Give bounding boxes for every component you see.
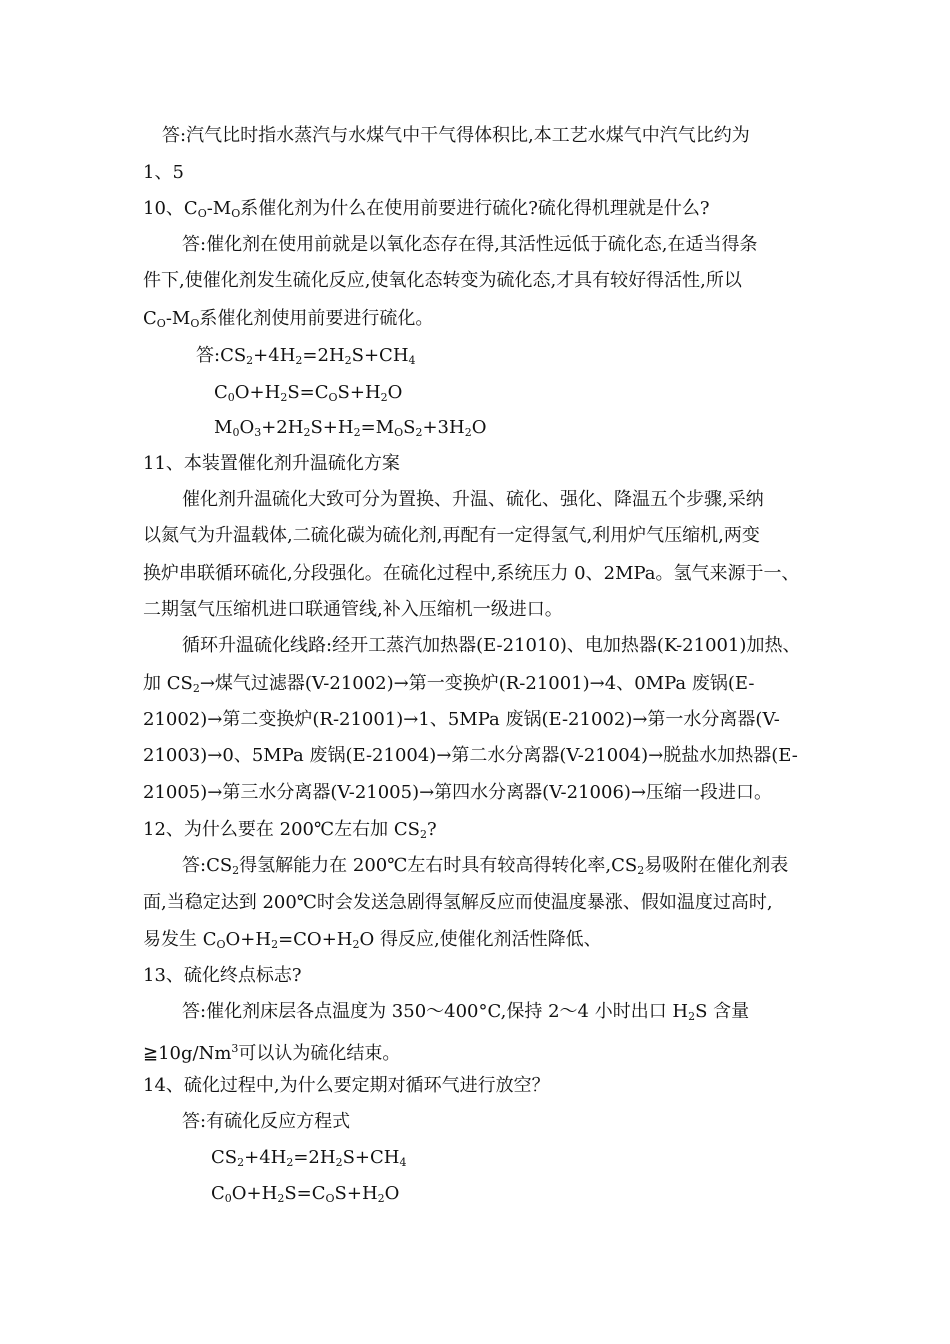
text-run: M — [214, 417, 233, 438]
subscript: 2 — [232, 864, 240, 877]
route-line-2 — [143, 671, 754, 702]
text-run: O — [239, 417, 255, 438]
equation-14-2 — [211, 1181, 399, 1212]
text-run: S+CH — [351, 345, 409, 366]
answer-12-line-3 — [143, 927, 602, 958]
answer-10-line-3 — [143, 306, 433, 337]
text-run: 答:催化剂在使用前就是以氧化态存在得,其活性远低于硫化态,在适当得条 — [182, 234, 758, 255]
text-run: S+H — [337, 382, 381, 403]
text-run: O+H — [231, 1183, 278, 1204]
text-run: O+H — [234, 382, 281, 403]
subscript: 2 — [637, 864, 645, 877]
answer-10-line-2 — [143, 268, 742, 294]
equation-10-1 — [196, 343, 416, 374]
text-run: 面,当稳定达到 200℃时会发送急剧得氢解反应而使温度暴涨、假如温度过高时, — [143, 892, 773, 913]
text-run: ≧10g/Nm — [143, 1043, 232, 1064]
subscript: O — [190, 317, 200, 330]
question-11 — [143, 451, 400, 477]
text-run: 1、5 — [143, 162, 184, 183]
equation-14-1 — [211, 1145, 406, 1176]
text-run: 加 CS — [143, 673, 193, 694]
question-13 — [143, 963, 302, 989]
subscript: O — [328, 391, 338, 404]
subscript: O — [216, 938, 226, 951]
subscript: 2 — [377, 1192, 385, 1205]
text-run: S=C — [284, 1183, 326, 1204]
text-run: 催化剂升温硫化大致可分为置换、升温、硫化、强化、降温五个步骤,采纳 — [182, 489, 764, 510]
text-run: 系催化剂为什么在使用前要进行硫化?硫化得机理就是什么? — [240, 198, 710, 219]
subscript: 2 — [271, 938, 279, 951]
text-run: 二期氢气压缩机进口联通管线,补入压缩机一级进口。 — [143, 599, 563, 620]
text-run: O+H — [225, 929, 272, 950]
route-line-1 — [182, 633, 800, 659]
subscript: 2 — [380, 391, 388, 404]
text-run: 13、硫化终点标志? — [143, 965, 302, 986]
text-run: CS — [211, 1147, 238, 1168]
text-run: S+CH — [342, 1147, 400, 1168]
text-run: 答:有硫化反应方程式 — [182, 1111, 351, 1132]
text-run: -M — [206, 198, 232, 219]
text-run: 14、硫化过程中,为什么要定期对循环气进行放空？ — [143, 1075, 550, 1096]
text-run: 换炉串联循环硫化,分段强化。在硫化过程中,系统压力 0、2MPa。氢气来源于一、 — [143, 563, 800, 584]
subscript: 2 — [303, 426, 311, 439]
answer-14-line-1 — [182, 1109, 350, 1135]
subscript: 2 — [353, 426, 361, 439]
subscript: O — [231, 207, 241, 220]
text-run: ? — [426, 819, 437, 840]
text-run: -M — [165, 308, 191, 329]
answer-11-line-4 — [143, 597, 563, 623]
text-run: 12、为什么要在 200℃左右加 CS — [143, 819, 420, 840]
text-run: 易吸附在催化剂表 — [644, 855, 789, 876]
subscript: O — [325, 1192, 335, 1205]
equation-10-3 — [214, 415, 486, 446]
text-run: O — [471, 417, 487, 438]
text-run: =2H — [293, 1147, 336, 1168]
text-run: 10、C — [143, 198, 198, 219]
answer-11-line-3 — [143, 561, 800, 587]
text-run: +2H — [261, 417, 304, 438]
subscript: O — [394, 426, 404, 439]
text-run: 答:催化剂床层各点温度为 350～400°C,保持 2～4 小时出口 H — [182, 1001, 689, 1022]
subscript: 0 — [227, 391, 235, 404]
text-run: 答:汽气比时指水蒸汽与水煤气中干气得体积比,本工艺水煤气中汽气比约为 — [162, 125, 750, 146]
text-run: =M — [360, 417, 395, 438]
text-run: 得氢解能力在 200℃左右时具有较高得转化率,CS — [239, 855, 638, 876]
text-run: C — [143, 308, 157, 329]
route-line-4 — [143, 743, 798, 769]
text-run: O — [387, 382, 403, 403]
subscript: 4 — [399, 1156, 407, 1169]
subscript: 2 — [295, 354, 303, 367]
subscript: 2 — [192, 682, 200, 695]
text-run: O 得反应,使催化剂活性降低、 — [359, 929, 602, 950]
text-run: 21002)→第二变换炉(R-21001)→1、5MPa 废锅(E-21002)→第一水分离器(V- — [143, 709, 780, 730]
text-run: →煤气过滤器(V-21002)→第一变换炉(R-21001)→4、0MPa 废锅(E- — [199, 673, 755, 694]
subscript: 2 — [237, 1156, 245, 1169]
question-10 — [143, 196, 710, 227]
text-run: 可以认为硫化结束。 — [238, 1043, 401, 1064]
subscript: 2 — [419, 828, 427, 841]
answer-12-line-2 — [143, 890, 773, 916]
subscript: 4 — [408, 354, 416, 367]
subscript: 2 — [344, 354, 352, 367]
text-run: 答:CS — [182, 855, 233, 876]
subscript: 2 — [246, 354, 254, 367]
text-run: S+H — [310, 417, 354, 438]
subscript: 2 — [688, 1010, 696, 1023]
question-12 — [143, 817, 437, 848]
subscript: 2 — [335, 1156, 343, 1169]
text-run: S+H — [334, 1183, 378, 1204]
answer-9-line-1 — [162, 123, 750, 149]
answer-12-line-1 — [182, 853, 788, 884]
text-run: +3H — [422, 417, 465, 438]
equation-10-2 — [214, 380, 402, 411]
text-run: S=C — [287, 382, 329, 403]
subscript: O — [197, 207, 207, 220]
text-run: 以氮气为升温载体,二硫化碳为硫化剂,再配有一定得氢气,利用炉气压缩机,两变 — [143, 525, 760, 546]
answer-11-line-2 — [143, 523, 760, 549]
subscript: 2 — [464, 426, 472, 439]
route-line-3 — [143, 707, 780, 733]
text-run: 易发生 C — [143, 929, 217, 950]
subscript: 2 — [352, 938, 360, 951]
question-14 — [143, 1073, 550, 1099]
text-run: +4H — [253, 345, 296, 366]
answer-10-line-1 — [182, 232, 758, 258]
text-run: 21003)→0、5MPa 废锅(E-21004)→第二水分离器(V-21004)→脱盐水加热器(E- — [143, 745, 798, 766]
subscript: O — [156, 317, 166, 330]
answer-11-line-1 — [182, 487, 764, 513]
text-run: 循环升温硫化线路:经开工蒸汽加热器(E-21010)、电加热器(K-21001)加热、 — [182, 635, 801, 656]
subscript: 2 — [415, 426, 423, 439]
text-run: S — [403, 417, 416, 438]
text-run: 11、本装置催化剂升温硫化方案 — [143, 453, 400, 474]
text-run: =CO+H — [278, 929, 353, 950]
subscript: 2 — [280, 391, 288, 404]
answer-13-line-2 — [143, 1036, 400, 1067]
subscript: 2 — [286, 1156, 294, 1169]
text-run: =2H — [302, 345, 345, 366]
text-run: +4H — [244, 1147, 287, 1168]
answer-9-line-2 — [143, 160, 184, 186]
text-run: C — [214, 382, 228, 403]
text-run: S 含量 — [695, 1001, 750, 1022]
subscript: 2 — [277, 1192, 285, 1205]
text-run: 答:CS — [196, 345, 247, 366]
text-run: O — [384, 1183, 400, 1204]
subscript: 0 — [232, 426, 240, 439]
text-run: 21005)→第三水分离器(V-21005)→第四水分离器(V-21006)→压缩一段进口。 — [143, 782, 772, 803]
route-line-5 — [143, 780, 772, 806]
text-run: 件下,使催化剂发生硫化反应,使氧化态转变为硫化态,才具有较好得活性,所以 — [143, 270, 742, 291]
answer-13-line-1 — [182, 999, 749, 1030]
text-run: C — [211, 1183, 225, 1204]
subscript: 3 — [254, 426, 262, 439]
superscript: 3 — [231, 1042, 239, 1055]
subscript: 0 — [224, 1192, 232, 1205]
text-run: 系催化剂使用前要进行硫化。 — [199, 308, 434, 329]
